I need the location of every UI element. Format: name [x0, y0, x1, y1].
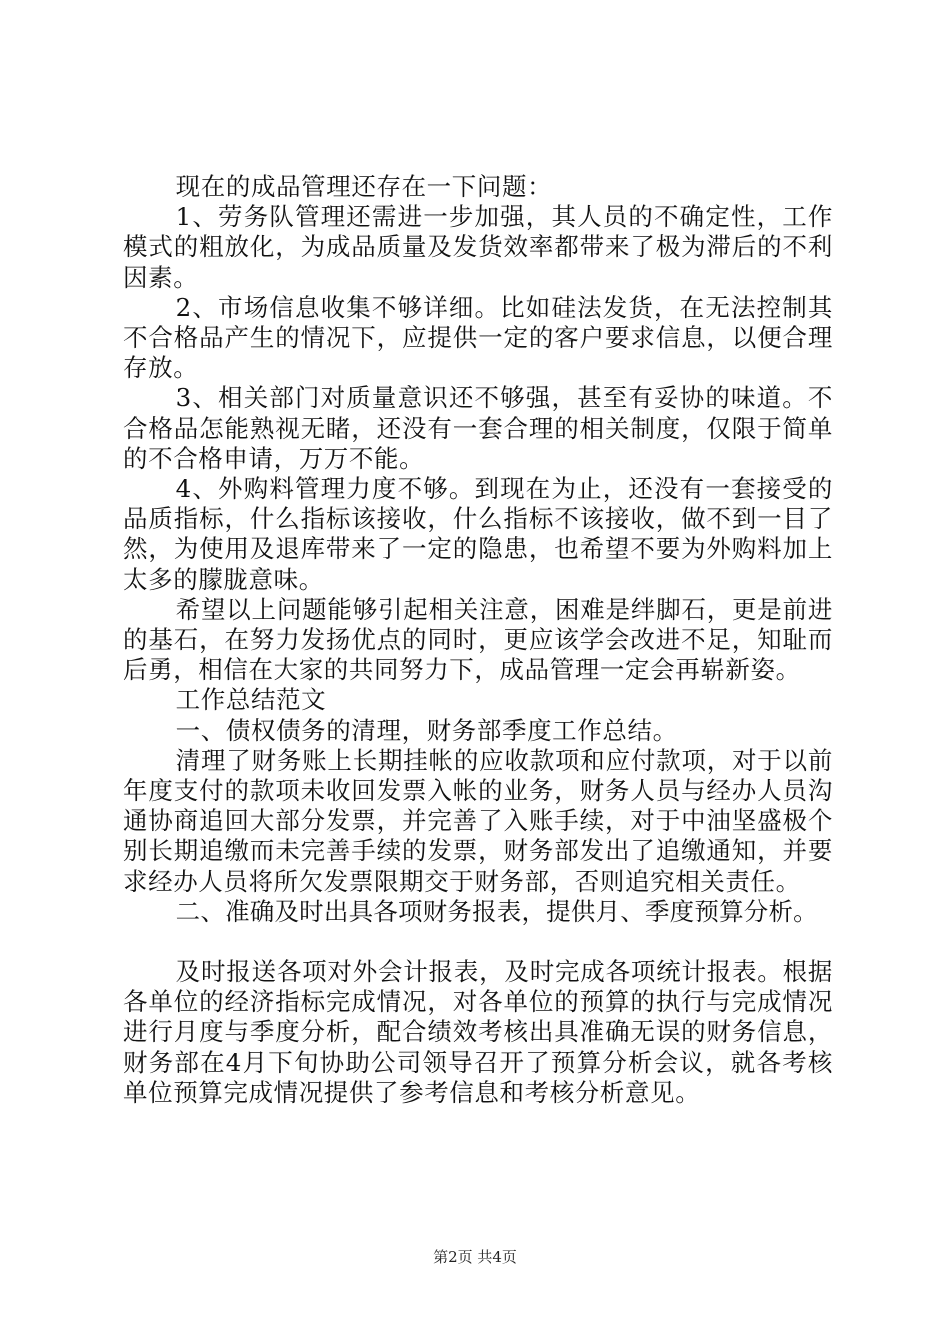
paragraph-debt-cleanup: 清理了财务账上长期挂帐的应收款项和应付款项，对于以前年度支付的款项未收回发票入帐的业务，财务人员与经办人员沟通协商追回大部分发票，并完善了入账手续，对于中油坚盛极个别长期追缴而未完善手续的发票，财务部发出了追缴通知，并要求经办人员将所欠发票限期交于财务部，否则追究相关责任。	[123, 745, 833, 896]
paragraph-issue-1: 1、劳务队管理还需进一步加强，其人员的不确定性，工作模式的粗放化，为成品质量及发货效率都带来了极为滞后的不利因素。	[123, 202, 833, 292]
subheading-reports: 二、准确及时出具各项财务报表，提供月、季度预算分析。	[175, 896, 818, 926]
paragraph-issue-3: 3、相关部门对质量意识还不够强，甚至有妥协的味道。不合格品怎能熟视无睹，还没有一套合理的相关制度，仅限于简单的不合格申请，万万不能。	[123, 383, 833, 473]
section-heading: 工作总结范文	[175, 685, 327, 715]
page-footer: 第2页 共4页	[433, 1248, 517, 1266]
paragraph-reports: 及时报送各项对外会计报表，及时完成各项统计报表。根据各单位的经济指标完成情况，对各单位的预算的执行与完成情况进行月度与季度分析，配合绩效考核出具准确无误的财务信息，财务部在4月下旬协助公司领导召开了预算分析会议，就各考核单位预算完成情况提供了参考信息和考核分析意见。	[123, 957, 833, 1107]
paragraph-issue-2: 2、市场信息收集不够详细。比如硅法发货，在无法控制其不合格品产生的情况下，应提供一定的客户要求信息，以便合理存放。	[123, 292, 833, 383]
paragraph-issue-4: 4、外购料管理力度不够。到现在为止，还没有一套接受的品质指标，什么指标该接收，什么指标不该接收，做不到一目了然，为使用及退库带来了一定的隐患，也希望不要为外购料加上太多的朦胧意味。	[123, 474, 833, 594]
subheading-debt-cleanup: 一、债权债务的清理，财务部季度工作总结。	[175, 715, 678, 745]
paragraph-hope: 希望以上问题能够引起相关注意，困难是绊脚石，更是前进的基石，在努力发扬优点的同时，更应该学会改进不足，知耻而后勇，相信在大家的共同努力下，成品管理一定会再崭新姿。	[123, 594, 833, 685]
document-body	[123, 172, 833, 1108]
paragraph-intro: 现在的成品管理还存在一下问题：	[175, 172, 553, 201]
